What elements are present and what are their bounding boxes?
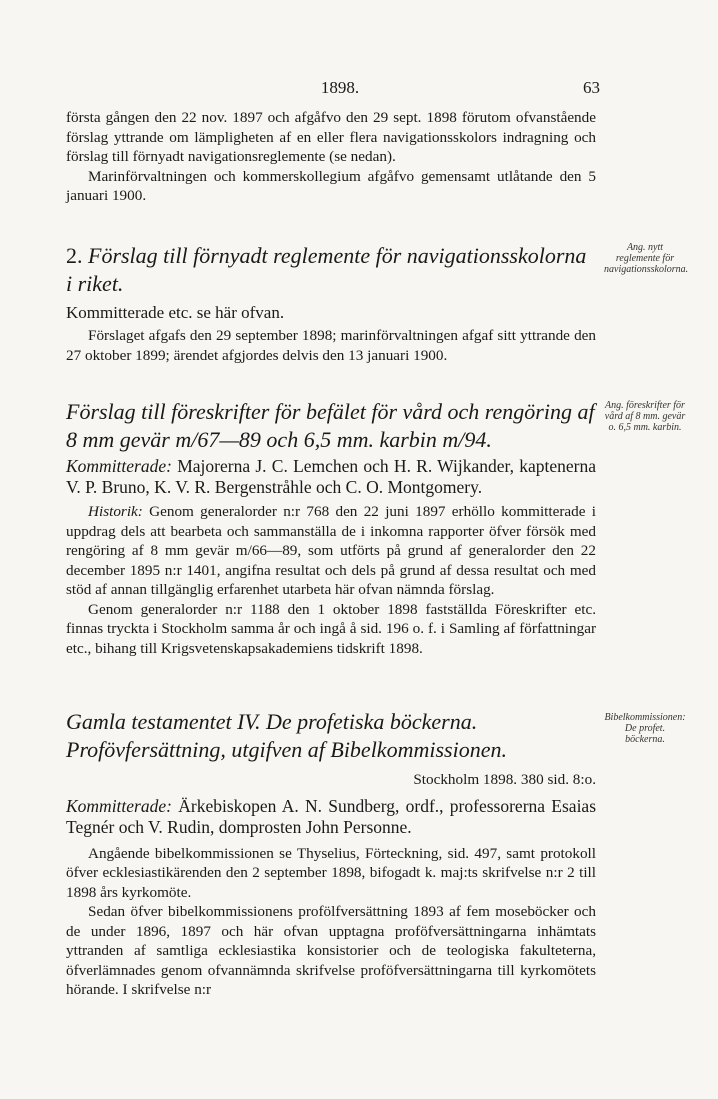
section-navigation-schools	[66, 242, 596, 365]
committee-line: Kommitterade etc. se här ofvan.	[66, 303, 285, 322]
running-header-year: 1898.	[320, 78, 360, 97]
imprint-line: Stockholm 1898. 380 sid. 8:o.	[413, 771, 596, 788]
section-old-testament	[66, 708, 596, 1000]
intro-block	[66, 108, 596, 206]
section-rifle-care	[66, 398, 596, 658]
section-title: Förslag till föreskrifter för befälet för vård och rengöring af 8 mm gevär m/67—89 och 6,5 mm. karbin m/94.	[66, 399, 595, 452]
section-paragraph: Genom generalorder n:r 1188 den 1 oktober 1898 fastställda Föreskrifter etc. finnas tryckta i Stockholm samma år och ingå å sid. 196 o. f. i Samling af författningar etc., bihang till Krigsvetenskapsakademiens tidskrift 1898.	[66, 600, 596, 657]
intro-paragraph-2: Marinförvaltningen och kommerskollegium afgåfvo gemensamt utlåtande den 5 januari 1900.	[66, 167, 596, 204]
committee-members: Majorerna J. C. Lemchen och H. R. Wijkander, kaptenerna V. P. Bruno, K. V. R. Bergenstråhle och C. O. Montgomery.	[66, 456, 596, 497]
history-label: Historik:	[88, 503, 143, 520]
section-paragraph: Angående bibelkommissionen se Thyselius, Förteckning, sid. 497, samt protokoll öfver ecklesiastikärenden den 2 september 1898, bifogadt k. maj:ts skrifvelse n:r 2 till 1898 års kyrkomöte.	[66, 844, 596, 901]
section-body: Förslaget afgafs den 29 september 1898; marinförvaltningen afgaf sitt yttrande den 27 oktober 1899; ärendet afgjordes delvis den 13 januari 1900.	[66, 327, 596, 364]
committee-members: Ärkebiskopen A. N. Sundberg, ordf., professorerna Esaias Tegnér och V. Rudin, domprosten John Personne.	[66, 795, 597, 837]
committee-label: Kommitterade:	[66, 795, 172, 816]
committee-label: Kommitterade:	[66, 456, 172, 476]
history-text: Genom generalorder n:r 768 den 22 juni 1897 erhöllo kommitterade i uppdrag dels att bearbeta och sammanställa de i inkomna rapporter öfver försök med rengöring af 8 mm gevär m/66—89, som utförts på grund af generalorder den 22 december 1895 n:r 1401, angifna resultat och dels på grund af dessa resultat och med stöd af annan tillgänglig erfarenhet utarbeta här ofvan nämnda förslag.	[66, 503, 597, 598]
committee-paragraph	[66, 796, 596, 838]
margin-note-rifles: Ang. föreskrifter för vård af 8 mm. gevär o. 6,5 mm. karbin.	[604, 400, 686, 433]
section-paragraph-2: Sedan öfver bibelkommissionens profölfversättning 1893 af fem moseböcker och de under 1896, 1897 och här ofvan upptagna proföfversättningarna inhämtats yttranden af samtliga ecklesiastika konsistorier och de teologiska fakulteterna, öfverlämnades genom ofvannämnda skrifvelse proföfversättningarna till kyrkomötets hörande. I skrifvelse n:r	[66, 903, 596, 998]
margin-note-bible: Bibelkommissionen: De profet. böckerna.	[604, 712, 686, 745]
section-title: Gamla testamentet IV. De profetiska böckerna. Profövfersättning, utgifven af Bibelkommissionen.	[66, 709, 507, 762]
margin-note-navigation: Ang. nytt reglemente för navigationsskolorna.	[604, 242, 689, 275]
section-title: Förslag till förnyadt reglemente för navigationsskolorna i riket.	[66, 243, 587, 296]
section-number: 2.	[66, 243, 83, 268]
intro-paragraph: första gången den 22 nov. 1897 och afgåfvo den 29 sept. 1898 förutom ofvanstående förslag yttrande om lämpligheten af en eller flera navigationsskolors indragning och förslag till förnyadt navigationsreglemente (se nedan).	[66, 109, 596, 165]
page-number: 63	[583, 78, 600, 97]
section-heading	[66, 242, 596, 298]
committee-paragraph	[66, 456, 596, 498]
history-paragraph	[66, 502, 596, 600]
